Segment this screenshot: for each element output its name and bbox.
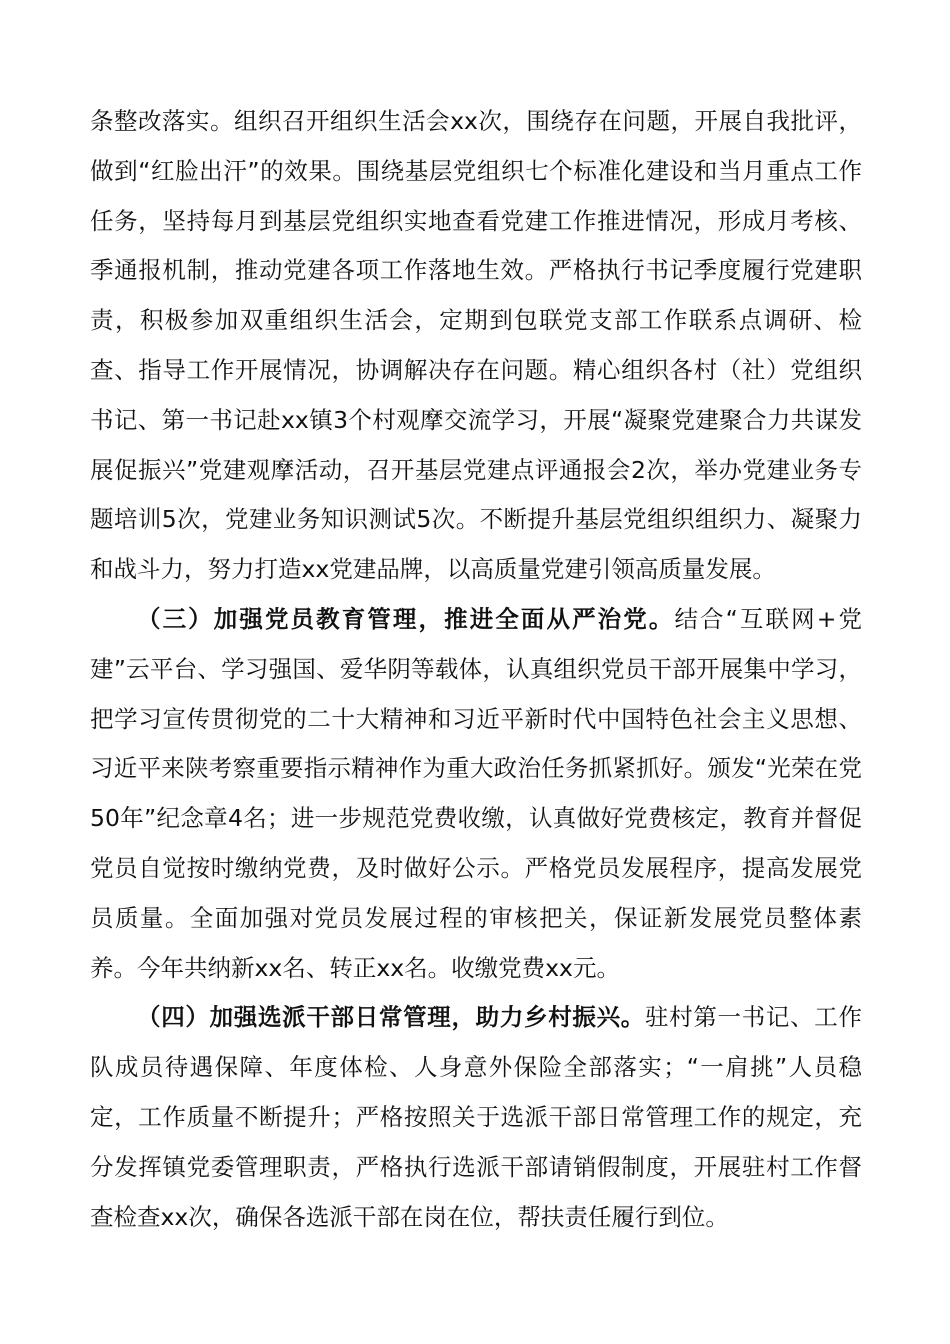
paragraph-text: 条整改落实。组织召开组织生活会xx次，围绕存在问题，开展自我批评，做到“红脸出汗”的效果。围绕基层党组织七个标准化建设和当月重点工作任务，坚持每月到基层党组织实地查看党建工作推进情况，形成月考核、季通报机制，推动党建各项工作落地生效。严格执行书记季度履行党建职责，积极参加双重组织生活会，定期到包联党支部工作联系点调研、检查、指导工作开展情况，协调解决存在问题。精心组织各村（社）党组织书记、第一书记赴xx镇3个村观摩交流学习，开展“凝聚党建聚合力共谋发展促振兴”党建观摩活动，召开基层党建点评通报会2次，举办党建业务专题培训5次，党建业务知识测试5次。不断提升基层党组织组织力、凝聚力和战斗力，努力打造xx党建品牌，以高质量党建引领高质量发展。	[90, 107, 862, 584]
paragraph-section-3	[90, 595, 862, 993]
paragraph-section-4	[90, 993, 862, 1242]
paragraph-text: 结合“互联网+党建”云平台、学习强国、爱华阴等载体，认真组织党员干部开展集中学习，把学习宣传贯彻党的二十大精神和习近平新时代中国特色社会主义思想、习近平来陕考察重要指示精神作为重大政治任务抓紧抓好。颁发“光荣在党50年”纪念章4名；进一步规范党费收缴，认真做好党费核定，教育并督促党员自觉按时缴纳党费，及时做好公示。严格党员发展程序，提高发展党员质量。全面加强对党员发展过程的审核把关，保证新发展党员整体素养。今年共纳新xx名、转正xx名。收缴党费xx元。	[90, 604, 862, 982]
paragraph-continuation	[90, 97, 862, 595]
section-heading: （四）加强选派干部日常管理，助力乡村振兴。	[137, 1003, 645, 1032]
paragraph-text: 驻村第一书记、工作队成员待遇保障、年度体检、人身意外保险全部落实；“一肩挑”人员稳定，工作质量不断提升；严格按照关于选派干部日常管理工作的规定，充分发挥镇党委管理职责，严格执行选派干部请销假制度，开展驻村工作督查检查xx次，确保各选派干部在岗在位，帮扶责任履行到位。	[90, 1003, 863, 1231]
document-body	[90, 97, 862, 1242]
section-heading: （三）加强党员教育管理，推进全面从严治党。	[137, 604, 675, 633]
